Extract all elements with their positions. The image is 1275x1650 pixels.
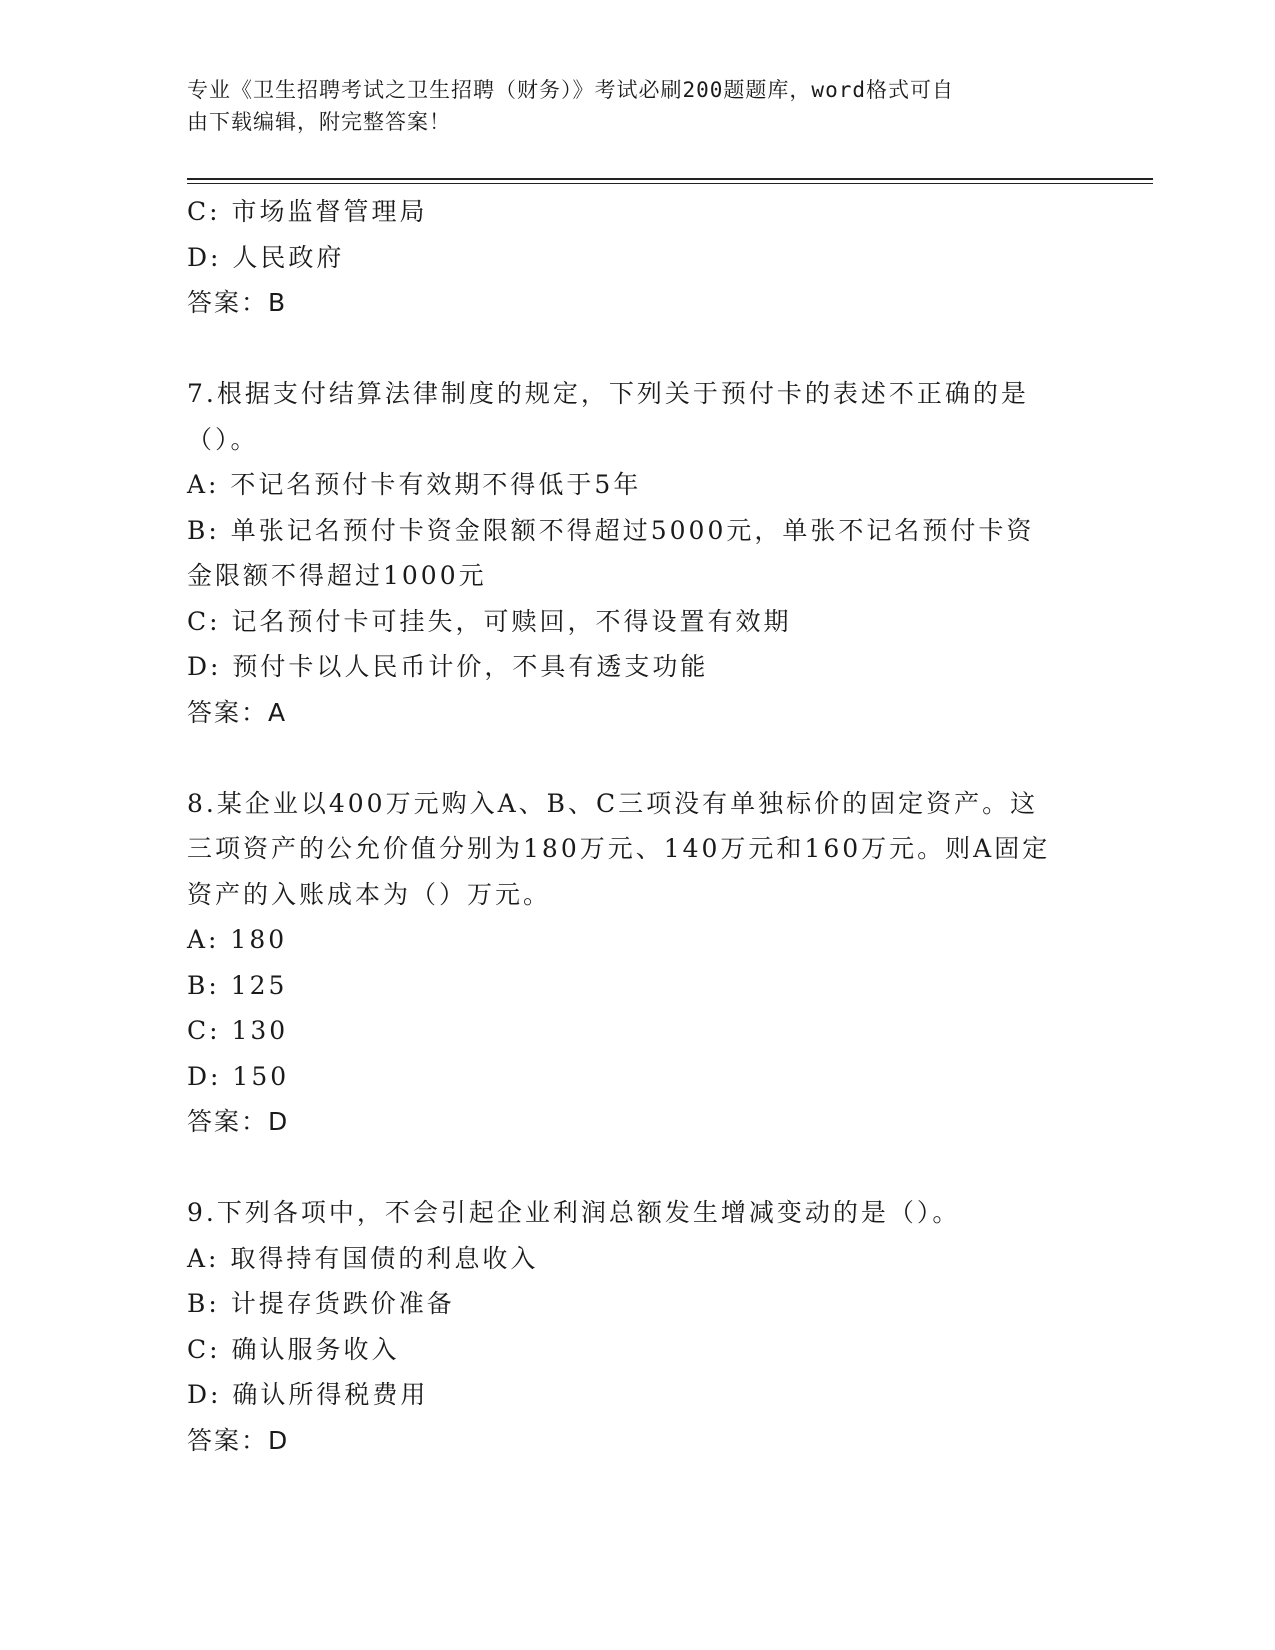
question-stem: 9.下列各项中，不会引起企业利润总额发生增减变动的是（）。	[187, 1198, 961, 1227]
option-d: D: 人民政府	[187, 242, 345, 272]
document-body	[187, 189, 1087, 1463]
option-a: A: 取得持有国债的利息收入	[187, 1243, 539, 1273]
question-9	[187, 1190, 1087, 1463]
option-d: D: 确认所得税费用	[187, 1380, 429, 1409]
option-a: A: 180	[187, 925, 288, 954]
option-b: B: 计提存货跌价准备	[187, 1289, 455, 1318]
question-stem: 资产的入账成本为（）万元。	[187, 879, 552, 909]
answer-line: 答案：D	[187, 1425, 290, 1455]
option-c: C: 确认服务收入	[187, 1334, 400, 1364]
question-stem: 8.某企业以400万元购入A、B、C三项没有单独标价的固定资产。这	[187, 788, 1039, 818]
option-b: B: 单张记名预付卡资金限额不得超过5000元，单张不记名预付卡资	[187, 515, 1035, 545]
header-line-1: 专业《卫生招聘考试之卫生招聘（财务）》考试必刷200题题库，word格式可自	[187, 78, 954, 102]
option-c: C: 市场监督管理局	[187, 197, 428, 226]
option-d: D: 150	[187, 1061, 290, 1091]
header-line-2: 由下载编辑，附完整答案！	[187, 110, 451, 134]
document-header	[187, 74, 1067, 138]
option-a: A: 不记名预付卡有效期不得低于5年	[187, 470, 642, 499]
question-6	[187, 189, 1087, 326]
header-divider-thick	[187, 178, 1153, 180]
question-stem: （）。	[187, 424, 259, 454]
spacer	[187, 1145, 1087, 1191]
header-divider-thin	[187, 183, 1153, 184]
option-b: B: 125	[187, 970, 288, 1000]
option-b-continued: 金限额不得超过1000元	[187, 561, 487, 590]
spacer	[187, 735, 1087, 781]
answer-line: 答案：B	[187, 288, 288, 317]
answer-line: 答案：D	[187, 1107, 290, 1136]
question-7	[187, 371, 1087, 735]
question-8	[187, 781, 1087, 1145]
spacer	[187, 326, 1087, 372]
option-c: C: 记名预付卡可挂失，可赎回，不得设置有效期	[187, 606, 792, 636]
question-stem: 7.根据支付结算法律制度的规定，下列关于预付卡的表述不正确的是	[187, 379, 1029, 408]
question-stem: 三项资产的公允价值分别为180万元、140万元和160万元。则A固定	[187, 834, 1051, 863]
option-d: D: 预付卡以人民币计价，不具有透支功能	[187, 652, 709, 681]
option-c: C: 130	[187, 1016, 289, 1045]
answer-line: 答案：A	[187, 697, 288, 727]
